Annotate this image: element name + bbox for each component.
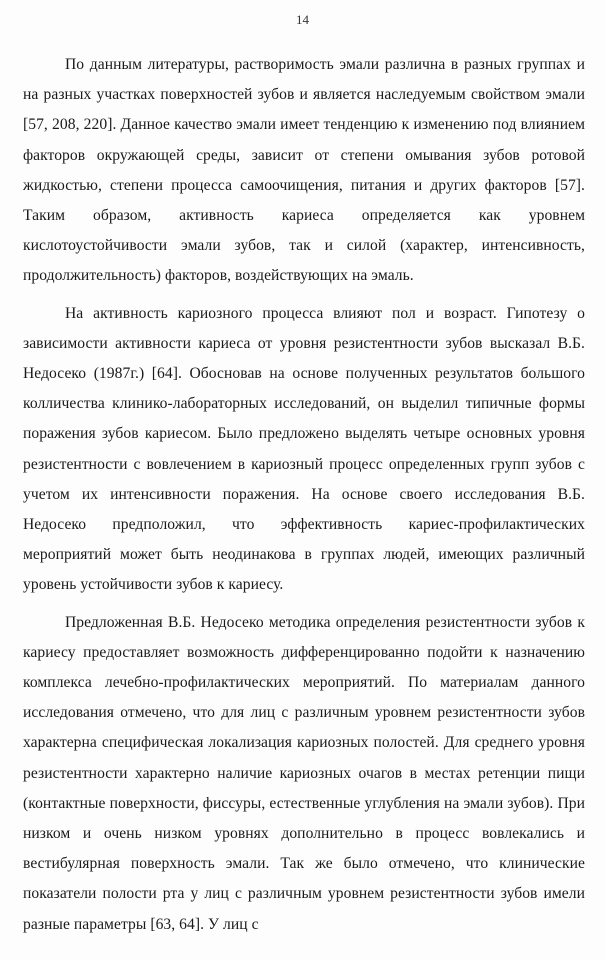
- paragraph-1: По данным литературы, растворимость эмали различна в разных группах и на разных участках поверхностей зубов и является наследуемым свойством эмали [57, 208, 220]. Данное качество эмали имеет тенденцию к изменению под влиянием факторов окружающей среды, зависит от степени омывания зубов ротовой жидкостью, степени процесса самоочищения, питания и других факторов [57]. Таким образом, активность кариеса определяется как уровнем кислотоустойчивости эмали зубов, так и силой (характер, интенсивность, продолжительность) факторов, воздействующих на эмаль.: [23, 56, 585, 285]
- paragraph-3: Предложенная В.Б. Недосеко методика определения резистентности зубов к кариесу предоставляет возможность дифференцированно подойти к назначению комплекса лечебно-профилактических мероприятий. По материалам данного исследования отмечено, что для лиц с различным уровнем резистентности зубов характерна специфическая локализация кариозных полостей. Для среднего уровня резистентности характерно наличие кариозных очагов в местах ретенции пищи (контактные поверхности, фиссуры, естественные углубления на эмали зубов). При низком и очень низком уровнях дополнительно в процесс вовлекались и вестибулярная поверхность эмали. Так же было отмечено, что клинические показатели полости рта у лиц с различным уровнем резистентности зубов имели разные параметры [63, 64]. У лиц с: [23, 613, 585, 933]
- paragraph-2: На активность кариозного процесса влияют пол и возраст. Гипотезу о зависимости активности кариеса от уровня резистентности зубов высказал В.Б. Недосеко (1987г.) [64]. Обосновав на основе полученных результатов большого колличества клинико-лабораторных исследований, он выделил типичные формы поражения зубов кариесом. Было предложено выделять четыре основных уровня резистентности с вовлечением в кариозный процесс определенных групп зубов с учетом их интенсивности поражения. На основе своего исследования В.Б. Недосеко предположил, что эффективность кариес-профилактических мероприятий может быть неодинакова в группах людей, имеющих различный уровень устойчивости зубов к кариесу.: [23, 304, 585, 594]
- page-number: 14: [296, 12, 309, 27]
- body-text: [23, 50, 585, 940]
